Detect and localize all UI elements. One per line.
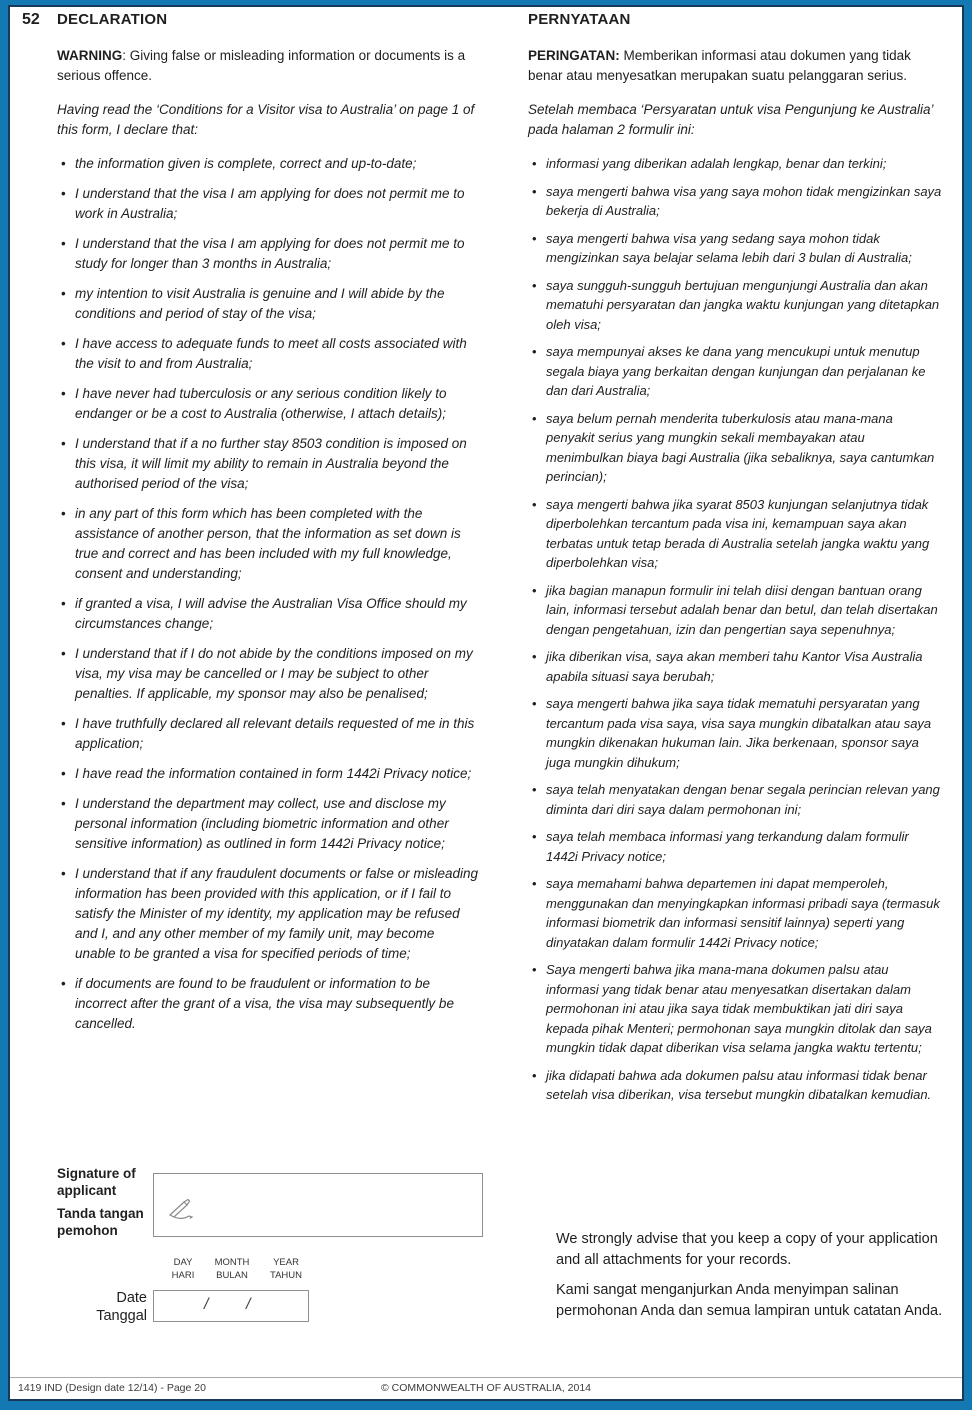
declaration-bullet: • jika bagian manapun formulir ini telah diisi dengan bantuan orang lain, informasi tersebut adalah benar dan betul, dan telah disertakan dengan pengetahuan, izin dan pengertian saya sepenuhnya; (546, 581, 944, 640)
signature-section (57, 1159, 497, 1345)
declaration-bullet: • I understand that the visa I am applying for does not permit me to study for longer than 3 months in Australia; (75, 234, 478, 274)
declaration-bullet: • saya mempunyai akses ke dana yang mencukupi untuk menutup segala biaya yang berkaitan dengan kunjungan dan perjalanan ke dan dari Australia; (546, 342, 944, 401)
declaration-section-indonesian (528, 11, 944, 1113)
declaration-intro-indonesian: Setelah membaca ‘Persyaratan untuk visa Pengunjung ke Australia’ pada halaman 2 formulir ini: (528, 102, 933, 137)
warning-text-indonesian: Memberikan informasi atau dokumen yang tidak benar atau menyesatkan merupakan suatu pelanggaran serius. (528, 48, 911, 83)
date-head-year-id: TAHUN (269, 1270, 303, 1281)
declaration-bullet: • I understand that if any fraudulent documents or false or misleading information has been provided with this application, or if I fail to satisfy the Minister of my identity, my application may be refused and I, and any other member of my family unit, may become unable to be granted a visa for specified periods of time; (75, 864, 478, 964)
declaration-bullet: • I understand that if I do not abide by the conditions imposed on my visa, my visa may be cancelled or I may be subject to other penalties. If applicable, my sponsor may also be penalised; (75, 644, 478, 704)
declaration-bullet: • saya mengerti bahwa visa yang sedang saya mohon tidak mengizinkan saya belajar selama lebih dari 3 bulan di Australia; (546, 229, 944, 268)
declaration-bullet: • if granted a visa, I will advise the Australian Visa Office should my circumstances change; (75, 594, 478, 634)
declaration-bullet: • informasi yang diberikan adalah lengkap, benar dan terkini; (546, 154, 944, 174)
declaration-bullet: • I understand that the visa I am applying for does not permit me to work in Australia; (75, 184, 478, 224)
declaration-bullet: • I have never had tuberculosis or any serious condition likely to endanger or be a cost to Australia (otherwise, I attach details); (75, 384, 478, 424)
warning-label-english: WARNING (57, 48, 123, 63)
date-head-year (256, 1256, 316, 1282)
date-slash-1: / (204, 1296, 209, 1313)
footer-copyright: © COMMONWEALTH OF AUSTRALIA, 2014 (381, 1382, 591, 1394)
advisory-english: We strongly advise that you keep a copy of your application and all attachments for your records. (556, 1231, 938, 1268)
warning-label-indonesian: PERINGATAN: (528, 48, 620, 63)
form-page (8, 5, 964, 1401)
declaration-bullet: • saya mengerti bahwa visa yang saya mohon tidak mengizinkan saya bekerja di Australia; (546, 182, 944, 221)
question-number: 52 (22, 11, 40, 28)
warning-paragraph-indonesian (528, 46, 944, 86)
declaration-bullet: • I have access to adequate funds to meet all costs associated with the visit to and from Australia; (75, 334, 478, 374)
declaration-bullet: • Saya mengerti bahwa jika mana-mana dokumen palsu atau informasi yang tidak benar atau menyesatkan disertakan dalam permohonan ini atau jika saya tidak membuktikan jati diri saya kepada pihak Menteri; permohonan saya mungkin ditolak dan saya mungkin tidak dapat diberikan visa selama jangka waktu tertentu; (546, 960, 944, 1058)
date-label-indonesian: Tanggal (96, 1308, 147, 1324)
date-head-day-id: HARI (171, 1270, 195, 1281)
declaration-bullet: • my intention to visit Australia is genuine and I will abide by the conditions and period of stay of the visa; (75, 284, 478, 324)
signature-labels (57, 1165, 151, 1245)
signature-label-indonesian: Tanda tangan pemohon (57, 1206, 144, 1238)
page-footer (10, 1377, 962, 1399)
date-slash-2: / (246, 1296, 251, 1313)
date-head-month-en: MONTH (214, 1257, 250, 1268)
declaration-list-english (57, 154, 478, 1034)
pen-icon (166, 1198, 200, 1220)
warning-paragraph-english (57, 46, 478, 86)
declaration-bullet: • jika didapati bahwa ada dokumen palsu atau informasi tidak benar setelah visa diberikan, visa tersebut mungkin dibatalkan kemudian. (546, 1066, 944, 1105)
date-head-day-en: DAY (173, 1257, 193, 1268)
date-label (57, 1289, 147, 1325)
date-head-month-id: BULAN (216, 1270, 248, 1281)
declaration-bullet: • if documents are found to be fraudulent or information to be incorrect after the grant of a visa, the visa may subsequently be cancelled. (75, 974, 478, 1034)
warning-text-english: : Giving false or misleading information or documents is a serious offence. (57, 48, 466, 83)
signature-label-english: Signature of applicant (57, 1166, 136, 1198)
declaration-bullet: • saya memahami bahwa departemen ini dapat memperoleh, menggunakan dan menyingkapkan informasi pribadi saya (termasuk informasi biometrik dan informasi sensitif lainnya) seperti yang dinyatakan dalam formulir 1442i Privacy notice; (546, 874, 944, 952)
date-head-year-en: YEAR (273, 1257, 299, 1268)
declaration-intro-english: Having read the ‘Conditions for a Visitor visa to Australia’ on page 1 of this form, I declare that: (57, 102, 475, 137)
declaration-bullet: • I understand the department may collect, use and disclose my personal information (including biometric information and other sensitive information) as outlined in form 1442i Privacy notice; (75, 794, 478, 854)
section-title-english: DECLARATION (57, 11, 168, 28)
declaration-bullet: • I understand that if a no further stay 8503 condition is imposed on this visa, it will limit my ability to remain in Australia beyond the authorised period of the visa; (75, 434, 478, 494)
advisory-section (556, 1229, 956, 1331)
date-field[interactable] (153, 1290, 309, 1322)
footer-form-id: 1419 IND (Design date 12/14) - Page 20 (18, 1382, 206, 1394)
declaration-bullet: • saya mengerti bahwa jika syarat 8503 kunjungan selanjutnya tidak diperbolehkan tercantum pada visa ini, kemampuan saya akan terbatas untuk tetap berada di Australia setelah jangka waktu yang diperbolehkan visa; (546, 495, 944, 573)
declaration-bullet: • I have truthfully declared all relevant details requested of me in this application; (75, 714, 478, 754)
declaration-bullet: • in any part of this form which has been completed with the assistance of another person, that the information as set down is true and correct and has been included with my full knowledge, consent and understanding; (75, 504, 478, 584)
declaration-bullet: • the information given is complete, correct and up-to-date; (75, 154, 478, 174)
declaration-bullet: • saya telah membaca informasi yang terkandung dalam formulir 1442i Privacy notice; (546, 827, 944, 866)
advisory-indonesian: Kami sangat menganjurkan Anda menyimpan salinan permohonan Anda dan semua lampiran untuk catatan Anda. (556, 1282, 943, 1319)
date-head-month (202, 1256, 262, 1282)
declaration-bullet: • saya mengerti bahwa jika saya tidak mematuhi persyaratan yang tercantum pada visa saya, visa saya mungkin dibatalkan atau saya mungkin dikenakan hukuman lain. Jika berkenaan, sponsor saya juga mungkin dihukum; (546, 694, 944, 772)
section-title-indonesian: PERNYATAAN (528, 11, 631, 28)
declaration-section-english (57, 11, 478, 1044)
declaration-bullet: • I have read the information contained in form 1442i Privacy notice; (75, 764, 478, 784)
declaration-bullet: • saya sungguh-sungguh bertujuan mengunjungi Australia dan akan mematuhi persyaratan dan jangka waktu kunjungan yang ditetapkan oleh visa; (546, 276, 944, 335)
declaration-bullet: • saya telah menyatakan dengan benar segala perincian relevan yang diminta dari diri saya dalam permohonan ini; (546, 780, 944, 819)
date-label-english: Date (116, 1290, 147, 1306)
declaration-list-indonesian (528, 154, 944, 1105)
declaration-bullet: • jika diberikan visa, saya akan memberi tahu Kantor Visa Australia apabila situasi saya berubah; (546, 647, 944, 686)
signature-field[interactable] (153, 1173, 483, 1237)
declaration-bullet: • saya belum pernah menderita tuberkulosis atau mana-mana penyakit serius yang mungkin sekali membayakan atau menimbulkan biaya bagi Australia (jika sebaliknya, saya cantumkan perincian); (546, 409, 944, 487)
